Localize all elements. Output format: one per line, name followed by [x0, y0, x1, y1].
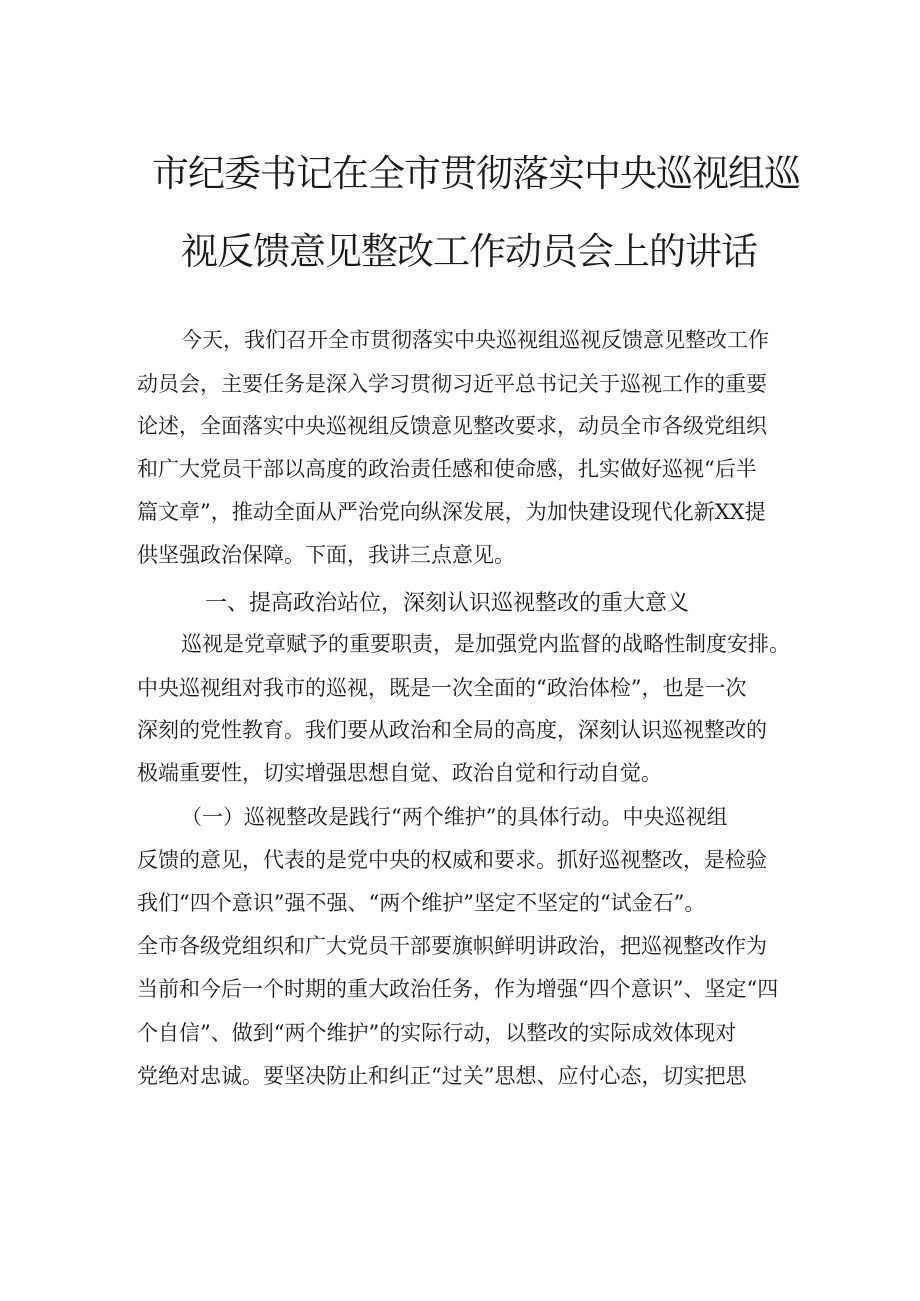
subsection-line: 个自信”、做到“两个维护”的实际行动，以整改的实际成效体现对 [137, 1021, 737, 1045]
intro-line: 动员会，主要任务是深入学习贯彻习近平总书记关于巡视工作的重要 [137, 372, 767, 396]
document-title-line-2: 视反馈意见整改工作动员会上的讲话 [181, 230, 757, 273]
section-heading: 一、提高政治站位，深刻认识巡视整改的重大意义 [205, 591, 690, 616]
section-paragraph-line: 深刻的党性教育。我们要从政治和全局的高度，深刻认识巡视整改的 [137, 718, 767, 742]
subsection-line: 反馈的意见，代表的是党中央的权威和要求。抓好巡视整改，是检验 [137, 848, 767, 872]
intro-line: 论述，全面落实中央巡视组反馈意见整改要求，动员全市各级党组织 [137, 414, 767, 438]
section-paragraph-line: 巡视是党章赋予的重要职责，是加强党内监督的战略性制度安排。 [181, 632, 790, 656]
document-title-line-1: 市纪委书记在全市贯彻落实中央巡视组巡 [152, 152, 800, 195]
intro-line: 供坚强政治保障。下面，我讲三点意见。 [137, 543, 515, 567]
subsection-line: 全市各级党组织和广大党员干部要旗帜鲜明讲政治，把巡视整改作为 [137, 934, 767, 958]
subsection-line: 党绝对忠诚。要坚决防止和纠正“过关”思想、应付心态，切实把思 [137, 1064, 747, 1088]
intro-line: 篇文章”，推动全面从严治党向纵深发展，为加快建设现代化新XX提 [137, 500, 766, 524]
subsection-line: 当前和今后一个时期的重大政治任务，作为增强“四个意识”、坚定“四 [137, 977, 779, 1001]
section-paragraph-line: 中央巡视组对我市的巡视，既是一次全面的“政治体检”，也是一次 [137, 676, 747, 700]
subsection-line: 我们“四个意识”强不强、“两个维护”坚定不坚定的“试金石”。 [137, 891, 706, 915]
section-paragraph-line: 极端重要性，切实增强思想自觉、政治自觉和行动自觉。 [137, 761, 662, 785]
intro-line: 和广大党员干部以高度的政治责任感和使命感，扎实做好巡视“后半 [137, 457, 757, 481]
intro-line: 今天，我们召开全市贯彻落实中央巡视组巡视反馈意见整改工作 [181, 328, 769, 352]
subsection-line: （一）巡视整改是践行“两个维护”的具体行动。中央巡视组 [181, 805, 728, 829]
